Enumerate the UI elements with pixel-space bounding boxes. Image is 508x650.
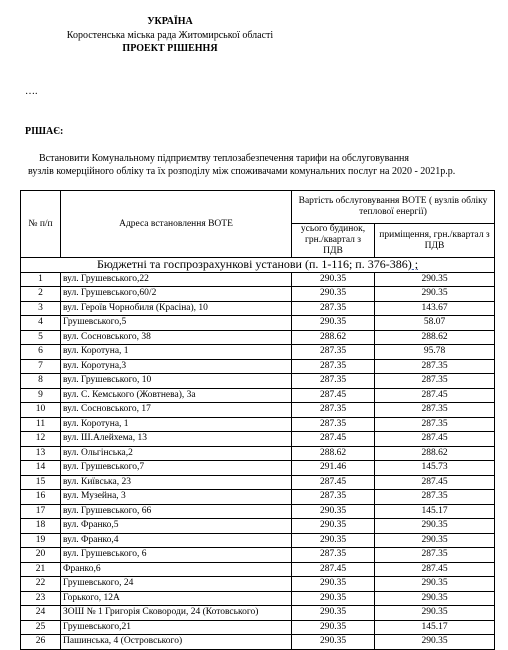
row-number: 20 [21,548,61,563]
column-header-number: № п/п [21,191,61,258]
row-total-cost: 290.35 [292,591,375,606]
row-premise-cost: 290.35 [375,272,495,287]
row-number: 17 [21,504,61,519]
row-premise-cost: 287.35 [375,374,495,389]
row-number: 15 [21,475,61,490]
row-total-cost: 288.62 [292,446,375,461]
row-total-cost: 290.35 [292,272,375,287]
row-premise-cost: 145.17 [375,620,495,635]
row-number: 11 [21,417,61,432]
table-row [21,345,495,360]
row-premise-cost: 288.62 [375,446,495,461]
row-premise-cost: 287.35 [375,490,495,505]
row-address: вул. Грушевського,60/2 [61,287,292,302]
row-premise-cost: 58.07 [375,316,495,331]
row-number: 3 [21,301,61,316]
row-address: вул. Франко,5 [61,519,292,534]
country-heading: УКРАЇНА [147,16,193,27]
row-total-cost: 287.35 [292,359,375,374]
row-address: вул. Грушевського, 66 [61,504,292,519]
table-row [21,533,495,548]
row-premise-cost: 287.45 [375,475,495,490]
column-header-total: усього будинок, грн./квартал з ПДВ [292,224,375,258]
row-number: 10 [21,403,61,418]
row-number: 22 [21,577,61,592]
row-premise-cost: 287.35 [375,417,495,432]
row-number: 23 [21,591,61,606]
table-row [21,374,495,389]
row-total-cost: 290.35 [292,316,375,331]
table-row [21,548,495,563]
table-row [21,577,495,592]
column-header-cost: Вартість обслуговування ВОТЕ ( вузлів обліку теплової енергії) [292,191,495,224]
placeholder-dots: …. [25,86,38,97]
row-number: 13 [21,446,61,461]
row-address: вул. Ш.Алейхема, 13 [61,432,292,447]
row-premise-cost: 145.17 [375,504,495,519]
row-total-cost: 287.45 [292,562,375,577]
table-row [21,519,495,534]
row-total-cost: 290.35 [292,533,375,548]
table-row [21,432,495,447]
row-premise-cost: 290.35 [375,606,495,621]
document-type-title: ПРОЕКТ РІШЕННЯ [122,43,218,54]
row-number: 21 [21,562,61,577]
row-address: вул. Коротуна, 1 [61,345,292,360]
column-header-premise: приміщення, грн./квартал з ПДВ [375,224,495,258]
row-premise-cost: 290.35 [375,519,495,534]
row-premise-cost: 290.35 [375,287,495,302]
section-row [21,258,495,273]
row-total-cost: 291.46 [292,461,375,476]
row-total-cost: 287.35 [292,403,375,418]
row-total-cost: 288.62 [292,330,375,345]
row-number: 19 [21,533,61,548]
row-number: 24 [21,606,61,621]
table-row [21,388,495,403]
paragraph-line-2: вузлів комерційного обліку та їх розподілу між споживачами комунальних послуг на 2020 - 2021р.р. [28,166,456,177]
row-premise-cost: 290.35 [375,635,495,650]
row-address: вул. Київська, 23 [61,475,292,490]
row-address: вул. Грушевського, 6 [61,548,292,563]
row-total-cost: 287.45 [292,432,375,447]
row-address: вул. Грушевського, 10 [61,374,292,389]
table-row [21,403,495,418]
table-row [21,272,495,287]
row-premise-cost: 288.62 [375,330,495,345]
row-total-cost: 287.35 [292,490,375,505]
row-number: 1 [21,272,61,287]
table-row [21,316,495,331]
row-address: вул. С. Кемського (Жовтнева), 3а [61,388,292,403]
row-number: 6 [21,345,61,360]
row-address: вул. Музейна, 3 [61,490,292,505]
table-row [21,359,495,374]
row-address: вул. Сосновського, 17 [61,403,292,418]
row-number: 5 [21,330,61,345]
row-total-cost: 287.35 [292,417,375,432]
decide-heading: РІШАЄ: [25,126,64,137]
row-number: 26 [21,635,61,650]
row-number: 9 [21,388,61,403]
row-address: вул. Коротуна, 1 [61,417,292,432]
row-address: вул. Героїв Чорнобиля (Красіна), 10 [61,301,292,316]
table-row [21,504,495,519]
decision-paragraph [28,152,488,178]
row-total-cost: 287.35 [292,374,375,389]
row-address: вул. Коротуна,3 [61,359,292,374]
row-premise-cost: 287.45 [375,562,495,577]
row-total-cost: 287.45 [292,388,375,403]
row-number: 8 [21,374,61,389]
row-address: вул. Грушевського,22 [61,272,292,287]
table-row [21,446,495,461]
column-header-address: Адреса встановлення ВОТЕ [61,191,292,258]
row-number: 16 [21,490,61,505]
row-number: 4 [21,316,61,331]
table-row [21,562,495,577]
row-address: ЗОШ № 1 Григорія Сковороди, 24 (Котовського) [61,606,292,621]
row-address: Горького, 12А [61,591,292,606]
table-row [21,490,495,505]
table-row [21,330,495,345]
row-address: Грушевського,5 [61,316,292,331]
row-premise-cost: 290.35 [375,533,495,548]
row-total-cost: 287.45 [292,475,375,490]
row-premise-cost: 287.35 [375,403,495,418]
tariff-table [20,190,495,650]
row-premise-cost: 290.35 [375,591,495,606]
table-row [21,591,495,606]
row-address: Грушевського,21 [61,620,292,635]
row-premise-cost: 143.67 [375,301,495,316]
table-row [21,301,495,316]
row-number: 7 [21,359,61,374]
row-address: вул. Ольгінська,2 [61,446,292,461]
row-total-cost: 290.35 [292,287,375,302]
row-total-cost: 287.35 [292,301,375,316]
row-premise-cost: 287.35 [375,548,495,563]
row-address: Пашинська, 4 (Островського) [61,635,292,650]
section-title-text: Бюджетні та госпрозрахункові установи (п. 1-116; п. 376-386) [96,257,412,272]
row-number: 25 [21,620,61,635]
row-number: 12 [21,432,61,447]
row-premise-cost: 95.78 [375,345,495,360]
row-premise-cost: 145.73 [375,461,495,476]
row-premise-cost: 287.45 [375,432,495,447]
row-address: вул. Франко,4 [61,533,292,548]
table-row [21,620,495,635]
row-address: Грушевського, 24 [61,577,292,592]
row-address: Франко,6 [61,562,292,577]
row-premise-cost: 287.35 [375,359,495,374]
row-total-cost: 290.35 [292,519,375,534]
paragraph-line-1: Встановити Комунальному підприємтву теплозабезпечення тарифи на обслуговування [39,153,410,164]
section-title-tail: ; [411,257,419,272]
row-premise-cost: 287.45 [375,388,495,403]
row-number: 2 [21,287,61,302]
row-number: 18 [21,519,61,534]
row-total-cost: 290.35 [292,620,375,635]
row-total-cost: 290.35 [292,504,375,519]
row-total-cost: 290.35 [292,577,375,592]
section-title [21,258,495,273]
row-address: вул. Грушевського,7 [61,461,292,476]
row-address: вул. Сосновського, 38 [61,330,292,345]
row-total-cost: 290.35 [292,606,375,621]
row-total-cost: 290.35 [292,635,375,650]
table-row [21,417,495,432]
table-row [21,475,495,490]
row-premise-cost: 290.35 [375,577,495,592]
row-total-cost: 287.35 [292,345,375,360]
table-row [21,461,495,476]
row-total-cost: 287.35 [292,548,375,563]
council-name: Коростенська міська рада Житомирської області [66,30,274,41]
row-number: 14 [21,461,61,476]
table-row [21,287,495,302]
table-row [21,606,495,621]
